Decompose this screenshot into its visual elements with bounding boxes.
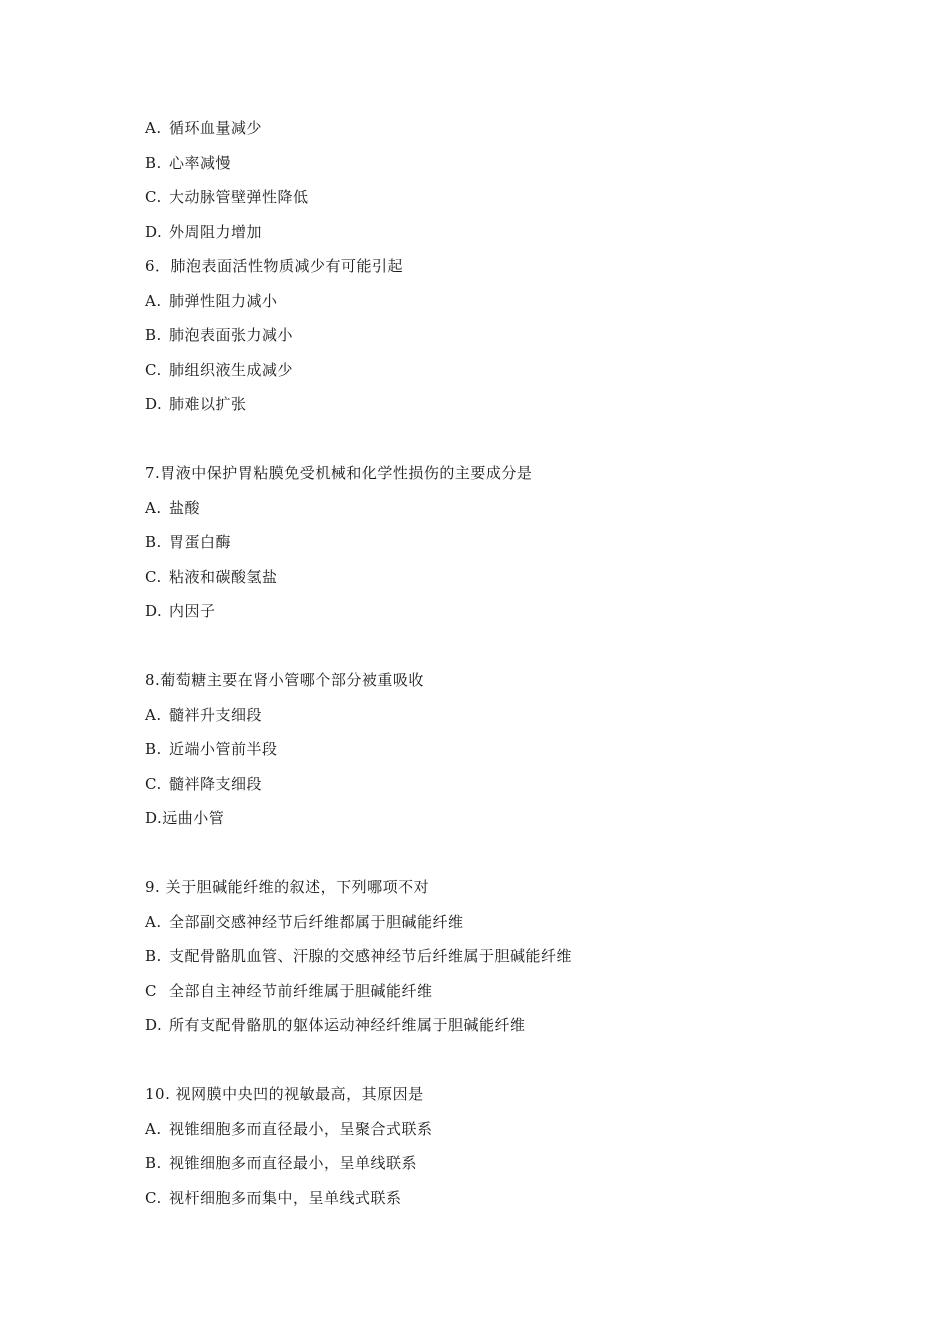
option-text: 视锥细胞多而直径最小，呈聚合式联系 [169, 1120, 433, 1138]
q8-stem: 8.葡萄糖主要在肾小管哪个部分被重吸收 [145, 671, 424, 689]
option-text: 近端小管前半段 [169, 740, 278, 758]
q6-option-a [145, 291, 278, 311]
option-text: 粘液和碳酸氢盐 [169, 568, 278, 586]
q7-option-c [145, 567, 278, 587]
q6-option-c [145, 360, 293, 380]
option-letter: C. [145, 775, 162, 793]
q10-option-b [145, 1153, 417, 1173]
q6-stem: 6．肺泡表面活性物质减少有可能引起 [145, 257, 404, 275]
option-text: 全部副交感神经节后纤维都属于胆碱能纤维 [169, 913, 464, 931]
q5-option-d [145, 222, 262, 242]
q7-option-a [145, 498, 200, 518]
q7-option-b [145, 532, 231, 552]
option-letter: A. [145, 499, 162, 517]
option-text: 内因子 [169, 602, 216, 620]
option-text: 肺弹性阻力减小 [169, 292, 278, 310]
q7-stem: 7.胃液中保护胃粘膜免受机械和化学性损伤的主要成分是 [145, 464, 533, 482]
q5-option-a [145, 118, 262, 138]
option-letter: A. [145, 913, 162, 931]
q8-option-a [145, 705, 262, 725]
option-letter: A. [145, 706, 162, 724]
option-text: 视锥细胞多而直径最小，呈单线联系 [169, 1154, 418, 1172]
q10-stem: 10. 视网膜中央凹的视敏最高，其原因是 [145, 1085, 424, 1103]
option-letter: D. [145, 223, 163, 241]
q6-option-b [145, 325, 293, 345]
option-text: 心率减慢 [169, 154, 232, 172]
q7-option-d [145, 601, 216, 621]
option-letter: B. [145, 740, 162, 758]
q9-option-b [145, 946, 572, 966]
option-text: 大动脉管壁弹性降低 [169, 188, 309, 206]
option-text: 髓袢升支细段 [169, 706, 263, 724]
option-text: 外周阻力增加 [169, 223, 263, 241]
q10-option-a [145, 1119, 433, 1139]
option-text: 盐酸 [169, 499, 201, 517]
q9-option-a [145, 912, 464, 932]
q9-stem: 9. 关于胆碱能纤维的叙述，下列哪项不对 [145, 878, 430, 896]
q9-option-c [145, 981, 433, 1001]
option-text: 视杆细胞多而集中，呈单线式联系 [169, 1189, 402, 1207]
option-text: 髓袢降支细段 [169, 775, 263, 793]
option-text: 所有支配骨骼肌的躯体运动神经纤维属于胆碱能纤维 [169, 1016, 526, 1034]
option-letter: D. [145, 1016, 163, 1034]
q10-option-c [145, 1188, 402, 1208]
option-letter: B. [145, 947, 162, 965]
option-letter: A. [145, 1120, 162, 1138]
option-letter: C. [145, 1189, 162, 1207]
option-text: 胃蛋白酶 [169, 533, 232, 551]
q6-option-d [145, 394, 247, 414]
option-text: 肺组织液生成减少 [169, 361, 294, 379]
q8-option-d: D.远曲小管 [145, 809, 225, 827]
q5-option-c [145, 187, 309, 207]
option-letter: A. [145, 292, 162, 310]
option-letter: B. [145, 1154, 162, 1172]
q8-option-c [145, 774, 262, 794]
option-text: 支配骨骼肌血管、汗腺的交感神经节后纤维属于胆碱能纤维 [169, 947, 573, 965]
option-text: 全部自主神经节前纤维属于胆碱能纤维 [169, 982, 433, 1000]
option-text: 循环血量减少 [169, 119, 263, 137]
option-letter: B. [145, 154, 162, 172]
option-letter: C [145, 982, 157, 1000]
option-letter: C. [145, 568, 162, 586]
option-letter: C. [145, 361, 162, 379]
q9-option-d [145, 1015, 526, 1035]
q8-option-b [145, 739, 278, 759]
option-letter: B. [145, 533, 162, 551]
option-letter: D. [145, 395, 163, 413]
option-letter: C. [145, 188, 162, 206]
option-letter: D. [145, 602, 163, 620]
option-text: 肺泡表面张力减小 [169, 326, 294, 344]
option-letter: B. [145, 326, 162, 344]
q5-option-b [145, 153, 231, 173]
option-letter: A. [145, 119, 162, 137]
option-text: 肺难以扩张 [169, 395, 247, 413]
